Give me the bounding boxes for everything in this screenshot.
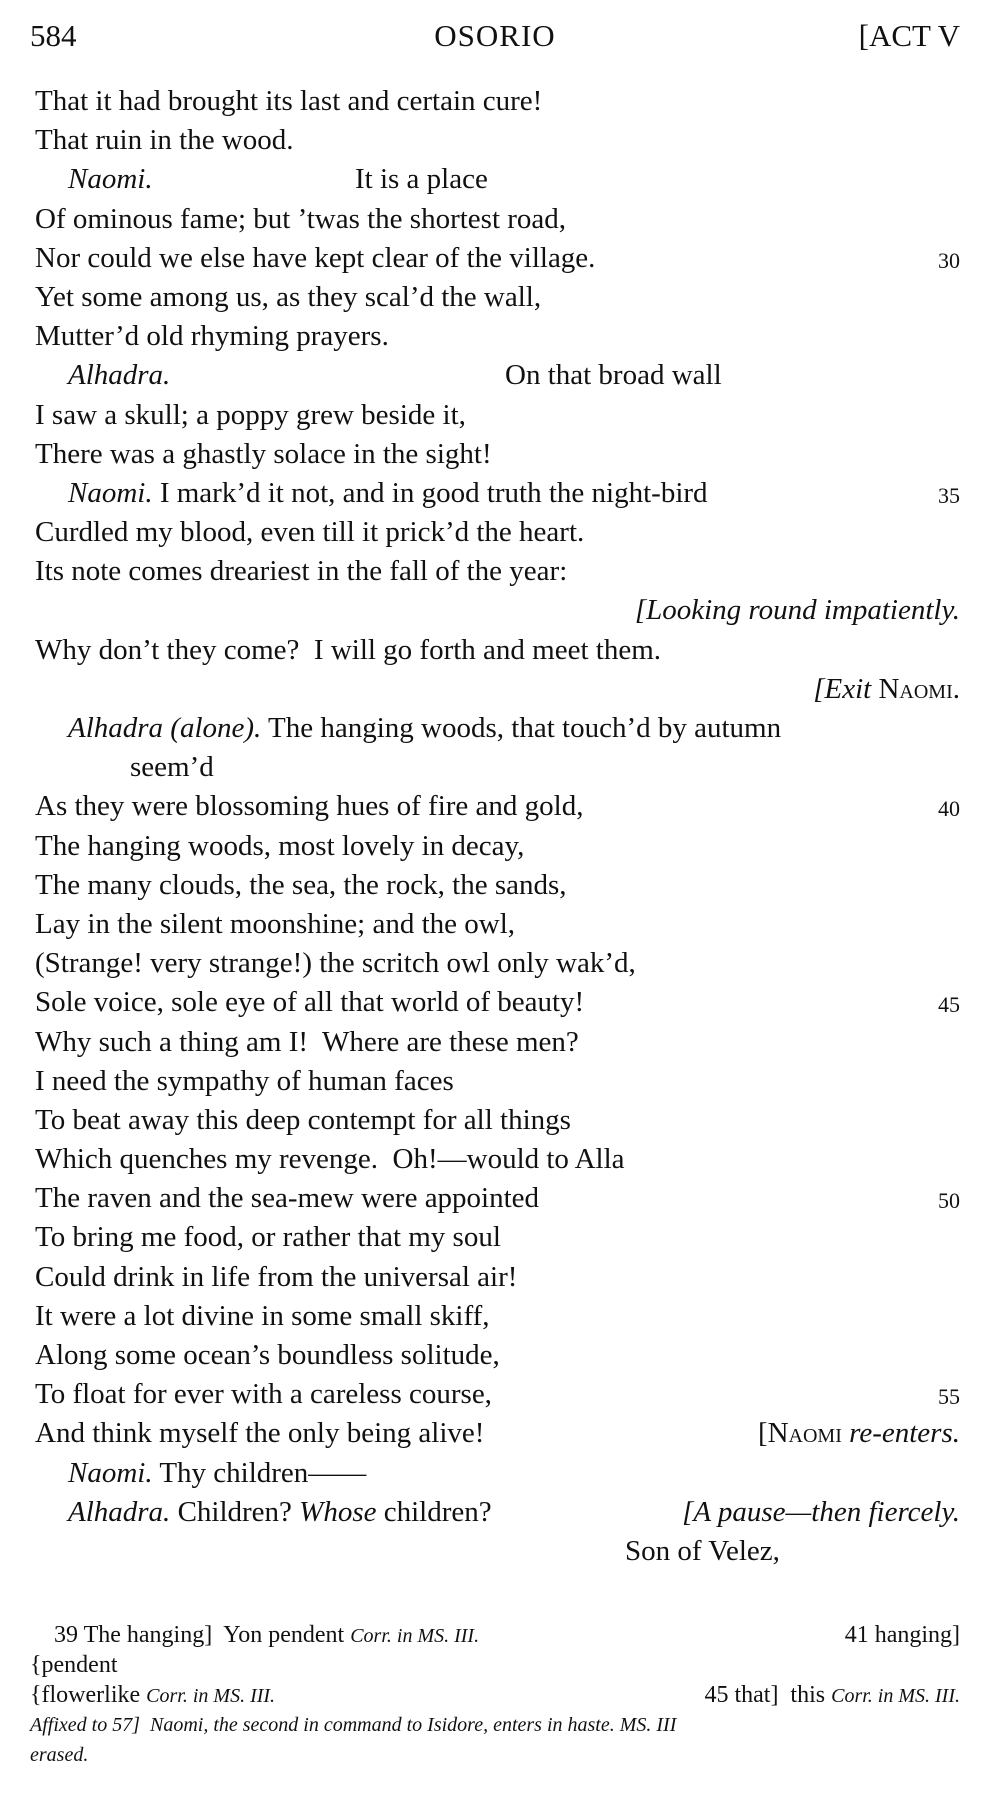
verse-line — [35, 709, 960, 748]
stage-direction — [758, 1414, 960, 1453]
line-text: To beat away this deep contempt for all things — [35, 1103, 571, 1136]
verse-line — [35, 435, 960, 474]
line-text: I need the sympathy of human faces — [35, 1064, 454, 1097]
stage-direction — [35, 670, 960, 709]
line-text: Of ominous fame; but ’twas the shortest road, — [35, 202, 567, 235]
stage-direction — [35, 591, 960, 630]
verse-line — [35, 827, 960, 866]
line-text: That ruin in the wood. — [35, 124, 294, 157]
line-text: There was a ghastly solace in the sight! — [35, 437, 492, 470]
line-text: That it had brought its last and certain cure! — [35, 85, 543, 117]
textual-notes — [30, 1620, 960, 1770]
note-line — [30, 1710, 960, 1740]
speaker-name: Alhadra. — [68, 359, 171, 392]
act-label: [ACT V — [858, 18, 960, 53]
verse-line — [35, 317, 960, 356]
verse-line — [35, 1336, 960, 1375]
line-text: Its note comes dreariest in the fall of the year: — [35, 555, 568, 588]
line-text: It were a lot divine in some small skiff, — [35, 1299, 490, 1332]
line-number: 30 — [938, 247, 960, 273]
line-text: To bring me food, or rather that my soul — [35, 1221, 501, 1254]
verse-line — [35, 513, 960, 552]
character-name: [Naomi — [757, 1417, 842, 1450]
verse-line — [35, 278, 960, 317]
line-number: 40 — [938, 796, 960, 822]
verse-line — [35, 396, 960, 435]
verse-line — [35, 1258, 960, 1297]
verse-line — [35, 866, 960, 905]
verse-line — [35, 121, 960, 160]
verse-line — [35, 160, 960, 199]
note-ref: 39 — [54, 1622, 78, 1648]
line-text: Mutter’d old rhyming prayers. — [35, 320, 389, 353]
note-line — [30, 1620, 960, 1650]
speaker-name: Alhadra. — [68, 1495, 171, 1528]
stage-direction: [A pause—then fiercely. — [682, 1495, 960, 1528]
verse-line — [35, 356, 960, 395]
verse-text — [35, 82, 960, 1571]
line-text: The raven and the sea-mew were appointed — [35, 1182, 540, 1215]
verse-line — [35, 905, 960, 944]
line-text: Nor could we else have kept clear of the village. — [35, 241, 596, 274]
verse-line — [35, 944, 960, 983]
line-text: Why don’t they come? I will go forth and meet them. — [35, 633, 662, 666]
verse-line — [35, 1454, 960, 1493]
line-text: Thy children—— — [152, 1456, 367, 1489]
verse-line — [35, 1101, 960, 1140]
note-line — [30, 1650, 960, 1680]
stage-direction-text: [Looking round impatiently. — [634, 594, 960, 627]
line-text: The many clouds, the sea, the rock, the sands, — [35, 868, 567, 901]
speaker-name: Alhadra (alone). — [68, 712, 262, 744]
line-text: children? — [376, 1495, 499, 1528]
running-title: OSORIO — [434, 18, 556, 53]
note-text: erased. — [30, 1744, 89, 1766]
verse-line — [35, 552, 960, 591]
line-text: Children? — [170, 1495, 300, 1528]
note-text: Affixed to 57] Naomi, the second in command to Isidore, enters in haste. MS. III — [30, 1714, 677, 1736]
line-text: It is a place — [355, 163, 488, 196]
note-ref: 45 — [704, 1682, 729, 1708]
verse-line — [35, 631, 960, 670]
line-text: Could drink in life from the universal air! — [35, 1260, 518, 1293]
line-number: 45 — [938, 992, 960, 1018]
verse-line — [35, 1493, 960, 1532]
line-text: (Strange! very strange!) the scritch owl only wak’d, — [35, 947, 636, 980]
verse-line — [35, 1140, 960, 1179]
verse-line-continuation — [35, 748, 960, 787]
verse-line — [35, 82, 960, 121]
page-number: 584 — [30, 18, 77, 53]
note-source: Corr. in MS. III. — [350, 1625, 480, 1647]
note-text: {flowerlike — [30, 1682, 147, 1708]
verse-line — [35, 1375, 960, 1414]
verse-line — [35, 239, 960, 278]
line-text: On that broad wall — [505, 359, 722, 392]
line-text: I mark’d it not, and in good truth the night-bird — [152, 476, 708, 509]
line-text: The hanging woods, most lovely in decay, — [35, 829, 525, 862]
note-ref-right — [704, 1680, 960, 1711]
note-ref-right — [845, 1620, 960, 1650]
verse-line — [35, 1414, 960, 1453]
running-header — [30, 18, 960, 62]
line-number: 35 — [938, 482, 960, 508]
line-text: Which quenches my revenge. Oh!—would to Alla — [35, 1143, 625, 1176]
line-text: As they were blossoming hues of fire and gold, — [35, 790, 584, 823]
emphasis: Whose — [299, 1495, 377, 1528]
speaker-name: Naomi. — [68, 163, 153, 196]
note-text: that] this — [728, 1682, 832, 1708]
verse-line — [35, 787, 960, 826]
verse-line — [35, 983, 960, 1022]
line-text: The hanging woods, that touch’d by autumn — [261, 712, 782, 744]
line-text: I saw a skull; a poppy grew beside it, — [35, 398, 466, 431]
verse-line — [35, 1062, 960, 1101]
note-ref: 41 — [844, 1622, 869, 1648]
line-text: Yet some among us, as they scal’d the wall, — [35, 280, 542, 313]
verse-line — [35, 200, 960, 239]
character-name: Naomi. — [878, 672, 960, 705]
verse-line — [35, 1218, 960, 1257]
line-number: 50 — [938, 1188, 960, 1214]
line-text: Curdled my blood, even till it prick’d the heart. — [35, 516, 585, 549]
note-source: Corr. in MS. III. — [146, 1685, 276, 1707]
line-text: Why such a thing am I! Where are these men? — [35, 1025, 579, 1058]
line-text: Sole voice, sole eye of all that world of beauty! — [35, 986, 585, 1019]
line-text: Son of Velez, — [625, 1534, 780, 1567]
verse-line — [35, 1179, 960, 1218]
line-text: Along some ocean’s boundless solitude, — [35, 1339, 500, 1371]
note-text: {pendent — [30, 1652, 118, 1678]
line-text: To float for ever with a careless course, — [35, 1378, 492, 1411]
exit-direction: [Exit — [813, 672, 879, 705]
verse-line — [35, 474, 960, 513]
line-number: 55 — [938, 1384, 960, 1410]
speaker-name: Naomi. — [68, 476, 153, 509]
line-text: seem’d — [130, 751, 214, 784]
verse-line — [35, 1532, 960, 1571]
verse-line — [35, 1023, 960, 1062]
note-source: Corr. in MS. III. — [831, 1685, 960, 1707]
stage-direction-text: re-enters. — [841, 1417, 960, 1450]
line-text: And think myself the only being alive! — [35, 1417, 485, 1450]
note-text: The hanging] Yon pendent — [78, 1622, 351, 1648]
note-text: hanging] — [868, 1622, 960, 1648]
note-line — [30, 1740, 960, 1770]
note-line — [30, 1680, 960, 1710]
speaker-name: Naomi. — [68, 1456, 153, 1489]
line-text: Lay in the silent moonshine; and the owl, — [35, 907, 516, 940]
verse-line — [35, 1297, 960, 1336]
